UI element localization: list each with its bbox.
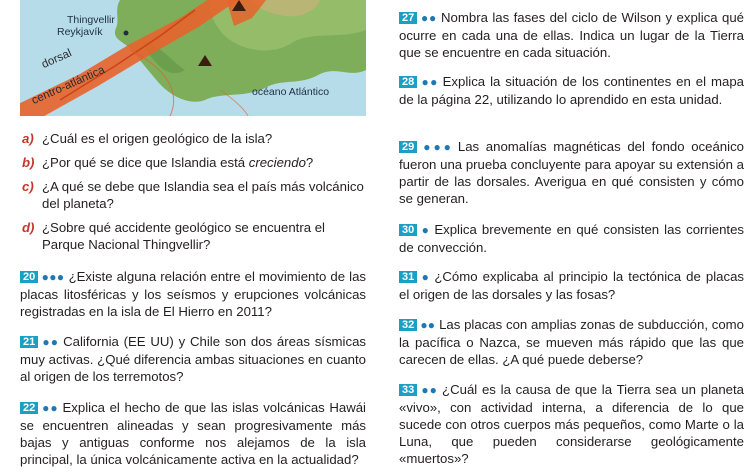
map-label-rift-1: dorsal	[40, 47, 74, 71]
question-28: 28 ●● Explica la situación de los continentes en el mapa de la página 22, utilizando lo aprendido en esta unidad.	[399, 74, 744, 107]
left-column	[20, 0, 367, 467]
map-label-rift-2: centro-atlántica	[30, 64, 107, 107]
iceland-map	[20, 0, 366, 116]
question-30: 30 ● Explica brevemente en qué consisten las corrientes de convección.	[399, 222, 745, 255]
map-label-city: Reykjavík	[57, 26, 103, 38]
subquestion-d: d) ¿Sobre qué accidente geológico se encuentra el Parque Nacional Thingvellir?	[22, 220, 325, 252]
subquestion-list	[20, 130, 366, 253]
subquestion-c: c) ¿A qué se debe que Islandia sea el país más volcánico del planeta?	[22, 179, 364, 211]
question-20: 20 ●●● ¿Existe alguna relación entre el movimiento de las placas litosféricas y los seísmos y erupciones volcánicas registradas en la isla de El Hierro en 2011?	[20, 269, 367, 319]
question-33: 33 ●● ¿Cuál es la causa de que la Tierra sea un planeta «vivo», con actividad interna, a diferencia de lo que sucede con otros cuerpos más pequeños, como Marte o la Luna, que pueden considerarse geológicamente «muertos»?	[399, 382, 744, 466]
map-label-ocean: océano Atlántico	[252, 86, 330, 98]
question-27: 27 ●● Nombra las fases del ciclo de Wilson y explica qué ocurre en cada una de ellas. Indica un lugar de la Tierra que se encuentre en cada situación.	[399, 10, 744, 60]
question-31: 31 ● ¿Cómo explicaba al principio la tectónica de placas el origen de las dorsales y las fosas?	[399, 269, 745, 302]
question-21: 21 ●● California (EE UU) y Chile son dos áreas sísmicas muy activas. ¿Qué diferencia ambas situaciones en cuanto al origen de los terremotos?	[20, 334, 366, 384]
subquestion-a: a) ¿Cuál es el origen geológico de la isla?	[22, 131, 273, 146]
question-29: 29 ●●● Las anomalías magnéticas del fondo oceánico fueron una prueba concluyente para apoyar su extensión a partir de las dorsales. Averigua en qué consisten y cómo se generan.	[399, 139, 744, 206]
city-dot	[124, 31, 129, 36]
question-32: 32 ●● Las placas con amplias zonas de subducción, como la pacífica o Nazca, se mueven más rápido que las que carecen de ellas. ¿A qué puede deberse?	[399, 317, 744, 367]
question-22: 22 ●● Explica el hecho de que las islas volcánicas Hawái se encuentren alineadas y sean progresivamente más bajas y antiguas conforme nos alejamos de la isla principal, la única volcánicamente activa en la actualidad?	[20, 400, 366, 467]
map-label-place: Thingvellir	[67, 14, 115, 26]
subquestion-b: b) ¿Por qué se dice que Islandia está creciendo?	[22, 155, 314, 170]
